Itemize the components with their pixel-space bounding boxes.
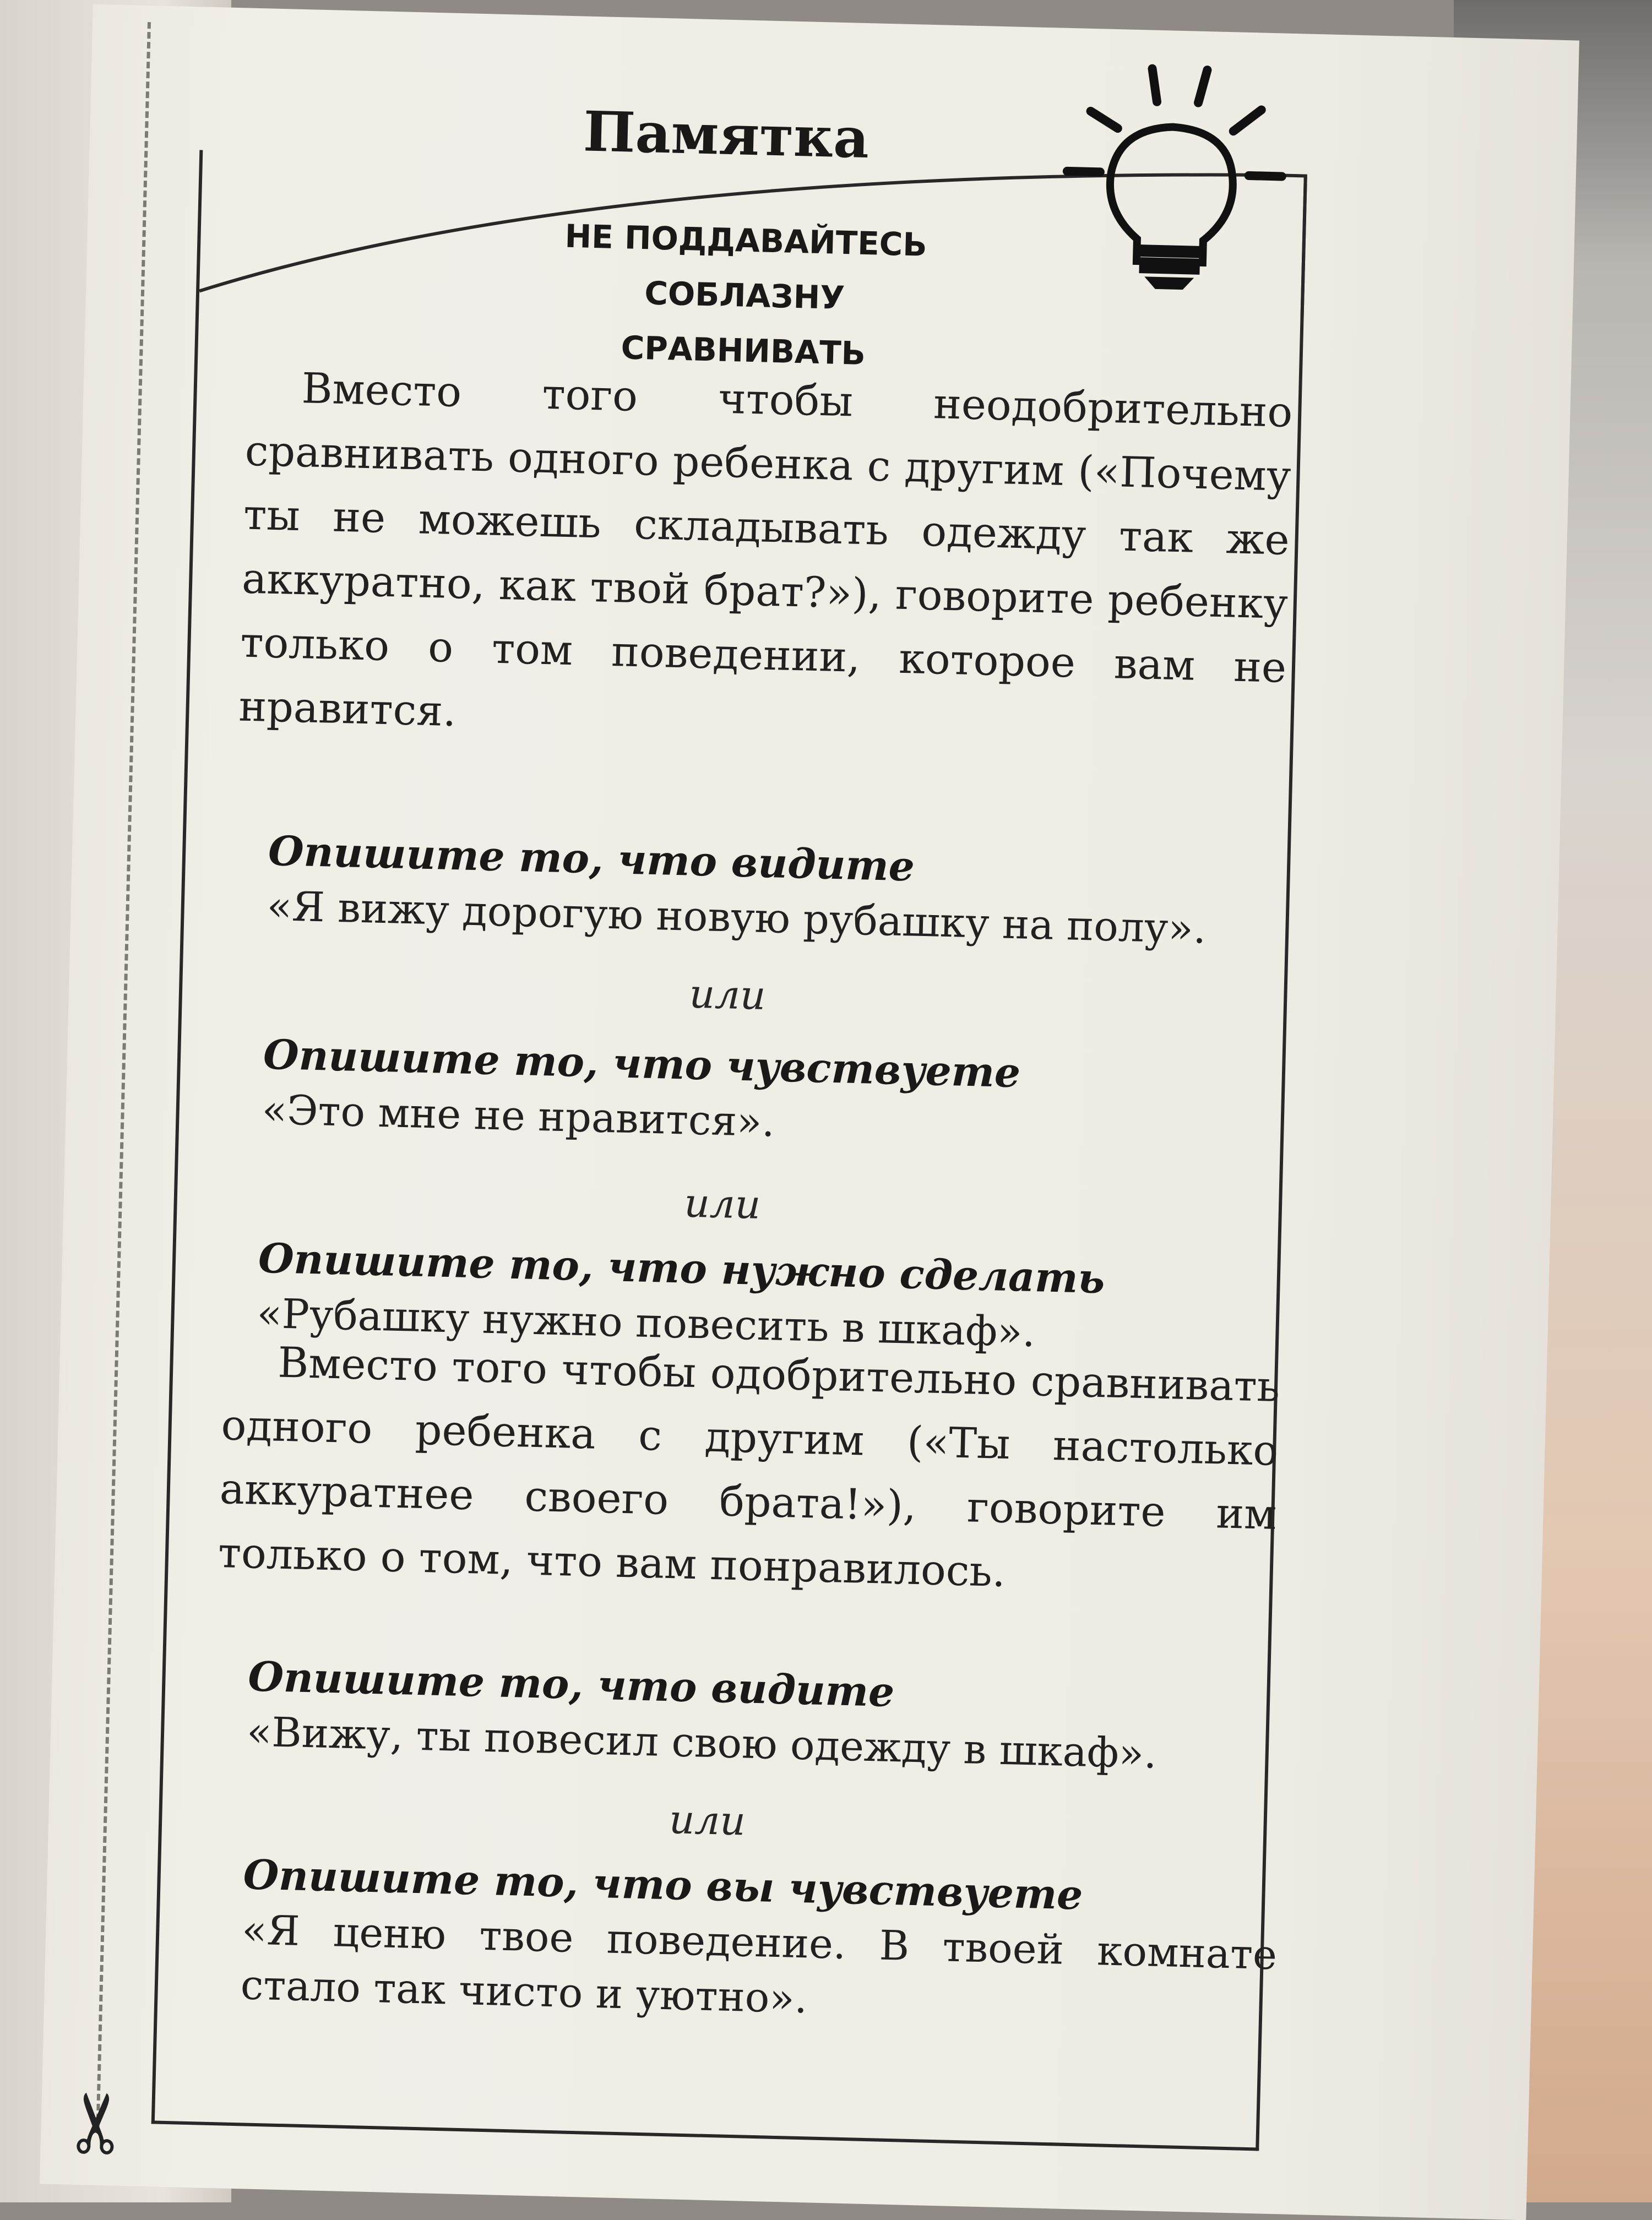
tip-quote: «Я вижу дорогую новую рубашку на полу». [266,882,1207,953]
tip-heading: Опишите то, что чувствуете [263,1031,1021,1097]
tip-heading: Опишите то, что видите [268,827,915,891]
book-page [40,4,1579,2220]
tip-quote: «Это мне не нравится». [261,1086,775,1146]
intro-paragraph: Вместо того чтобы неодобрительно сравнивать одного ребенка с другим («Почему ты не можешь складывать одежду так же аккуратно, как твой брат?»), говорите ребенку только о том поведении, которое вам не нравится. [238,363,1294,736]
tip-heading: Опишите то, что видите [247,1653,895,1717]
tip-heading: Опишите то, что вы чувствуете [242,1851,1084,1919]
tip-quote: «Рубашку нужно повесить в шкаф». [256,1289,1036,1357]
section-subtitle [468,206,1022,385]
tip-item [267,824,1315,959]
tip-item [240,1847,1290,2038]
memo-frame [151,99,1307,2151]
tip-item [246,1649,1295,1784]
separator-or: или [688,970,767,1019]
subtitle-line: СРАВНИВАТЬ [620,329,866,373]
second-paragraph: Вместо того чтобы одобрительно сравнивать одного ребенка с другим («Ты настолько аккуратнее своего брата!»), говорите им только о том, что вам понравилось. [218,1337,1281,1596]
lightbulb-icon [1053,45,1290,303]
tip-heading: Опишите то, что нужно сделать [258,1234,1106,1303]
tip-quote: «Вижу, ты повесил свою одежду в шкаф». [246,1708,1158,1778]
tip-quote: «Я ценю твое поведение. В твоей комнате стало так чисто и уютно». [240,1906,1278,2023]
tip-item [262,1027,1310,1163]
separator-or: или [669,1796,746,1844]
separator-or: или [683,1179,762,1228]
page-title: Памятка [582,99,870,171]
cut-line [96,22,151,2130]
subtitle-line: НЕ ПОДДАВАЙТЕСЬ СОБЛАЗНУ [564,217,928,317]
scissors-icon: ✂ [49,2087,147,2159]
